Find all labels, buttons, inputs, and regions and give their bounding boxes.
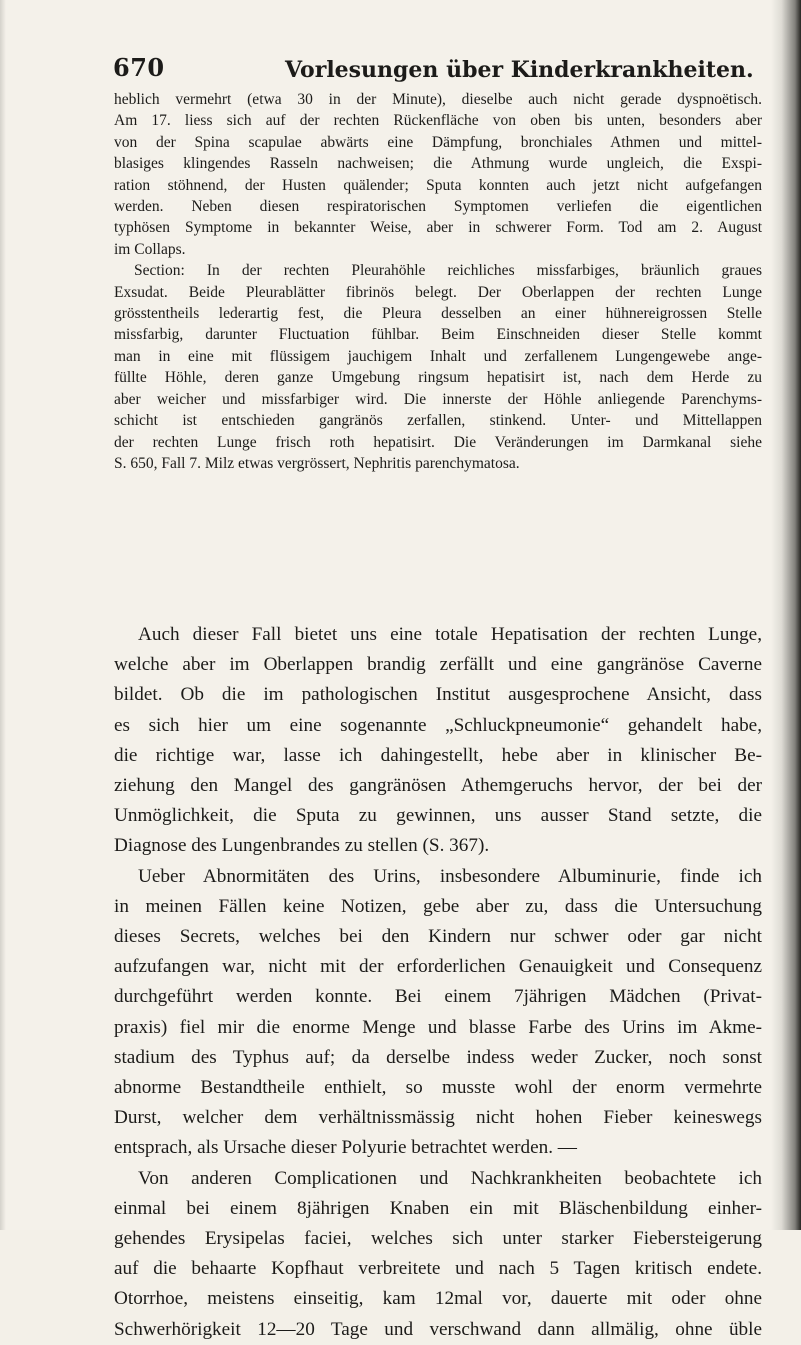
text-line: es sich hier um eine sogenannte „Schluckpneumonie“ gehandelt habe, (114, 714, 762, 736)
page-binding-edge (771, 0, 801, 1230)
text-line: Exsudat. Beide Pleurablätter fibrinös belegt. Der Oberlappen der rechten Lunge (114, 283, 762, 301)
text-line: aber weicher und missfarbiger wird. Die innerste der Höhle anliegende Parenchyms- (114, 390, 762, 408)
text-line: auf die behaarte Kopfhaut verbreitete und nach 5 Tagen kritisch endete. (114, 1258, 762, 1280)
text-line: in meinen Fällen keine Notizen, gebe aber zu, dass die Untersuchung (114, 895, 762, 917)
urine-paragraph (114, 862, 762, 1164)
text-line: die richtige war, lasse ich dahingestellt, hebe aber in klinischer Be- (114, 744, 762, 766)
text-line: S. 650, Fall 7. Milz etwas vergrössert, Nephritis parenchymatosa. (114, 454, 520, 472)
text-line: stadium des Typhus auf; da derselbe indess weder Zucker, noch sonst (114, 1046, 762, 1068)
text-line: Diagnose des Lungenbrandes zu stellen (S. 367). (114, 835, 490, 857)
text-line: grösstentheils lederartig fest, die Pleura desselben an einer hühnereigrossen Stelle (114, 305, 762, 323)
text-line: Unmöglichkeit, die Sputa zu gewinnen, uns ausser Stand setzte, die (114, 805, 762, 827)
case-history-paragraph (114, 89, 762, 260)
text-line: ziehung den Mangel des gangränösen Athemgeruchs hervor, der bei der (114, 775, 762, 797)
text-line: Schwerhörigkeit 12—20 Tage und verschwand dann allmälig, ohne üble (114, 1318, 762, 1340)
text-line: gehendes Erysipelas faciei, welches sich unter starker Fiebersteigerung (114, 1228, 762, 1250)
text-line: welche aber im Oberlappen brandig zerfällt und eine gangränöse Caverne (114, 654, 762, 676)
text-line: werden. Neben diesen respiratorischen Symptomen verliefen die eigentlichen (114, 198, 762, 216)
text-line: Durst, welcher dem verhältnissmässig nicht hohen Fieber keineswegs (114, 1107, 762, 1129)
running-title: Vorlesungen über Kinderkrankheiten. (285, 57, 754, 83)
text-line: bildet. Ob die im pathologischen Institut ausgesprochene Ansicht, dass (114, 684, 762, 706)
text-line: der rechten Lunge frisch roth hepatisirt. Die Veränderungen im Darmkanal siehe (114, 433, 762, 451)
text-line: Section: In der rechten Pleurahöhle reichliches missfarbiges, bräunlich graues (134, 262, 762, 280)
text-line: Am 17. liess sich auf der rechten Rückenfläche von oben bis unten, besonders aber (114, 112, 762, 130)
small-print-block (114, 89, 762, 474)
text-line: praxis) fiel mir die enorme Menge und blasse Farbe des Urins im Akme- (114, 1016, 762, 1038)
text-line: heblich vermehrt (etwa 30 in der Minute), dieselbe auch nicht gerade dyspnoëtisch. (114, 91, 762, 108)
text-line: Ueber Abnormitäten des Urins, insbesondere Albuminurie, finde ich (138, 865, 762, 887)
text-line: Von anderen Complicationen und Nachkrankheiten beobachtete ich (138, 1167, 762, 1189)
text-line: typhösen Symptome in bekannter Weise, aber in schwerer Form. Tod am 2. August (114, 219, 762, 237)
text-line: Otorrhoe, meistens einseitig, kam 12mal vor, dauerte mit oder ohne (114, 1288, 762, 1310)
page-header (113, 52, 763, 88)
text-line: von der Spina scapulae abwärts eine Dämpfung, bronchiales Athmen und mittel- (114, 133, 762, 151)
main-text-block (114, 620, 762, 1345)
text-line: missfarbig, darunter Fluctuation fühlbar. Beim Einschneiden dieser Stelle kommt (114, 326, 762, 344)
page-number: 670 (113, 53, 165, 82)
text-line: abnorme Bestandtheile enthielt, so musste wohl der enorm vermehrte (114, 1077, 762, 1099)
text-line: man in eine mit flüssigem jauchigem Inhalt und zerfallenem Lungengewebe ange- (114, 347, 762, 365)
text-line: blasiges klingendes Rasseln nachweisen; die Athmung wurde ungleich, die Exspi- (114, 155, 762, 173)
complications-paragraph (114, 1164, 762, 1345)
text-line: füllte Höhle, deren ganze Umgebung ringsum hepatisirt ist, nach dem Herde zu (114, 369, 762, 387)
text-line: ration stöhnend, der Husten quälender; Sputa konnten auch jetzt nicht aufgefangen (114, 176, 762, 194)
text-line: schicht ist entschieden gangränös zerfallen, stinkend. Unter- und Mittellappen (114, 412, 762, 430)
page-left-shadow (0, 0, 6, 1230)
text-line: entsprach, als Ursache dieser Polyurie betrachtet werden. — (114, 1137, 577, 1159)
text-line: dieses Secrets, welches bei den Kindern nur schwer oder gar nicht (114, 926, 762, 948)
hepatisation-paragraph (114, 620, 762, 862)
text-line: einmal bei einem 8jährigen Knaben ein mit Bläschenbildung einher- (114, 1197, 762, 1219)
text-line: aufzufangen war, nicht mit der erforderlichen Genauigkeit und Consequenz (114, 956, 762, 978)
text-line: Auch dieser Fall bietet uns eine totale Hepatisation der rechten Lunge, (138, 624, 762, 645)
section-findings-paragraph (114, 260, 762, 474)
text-line: im Collaps. (114, 240, 186, 258)
text-line: durchgeführt werden konnte. Bei einem 7jährigen Mädchen (Privat- (114, 986, 762, 1008)
